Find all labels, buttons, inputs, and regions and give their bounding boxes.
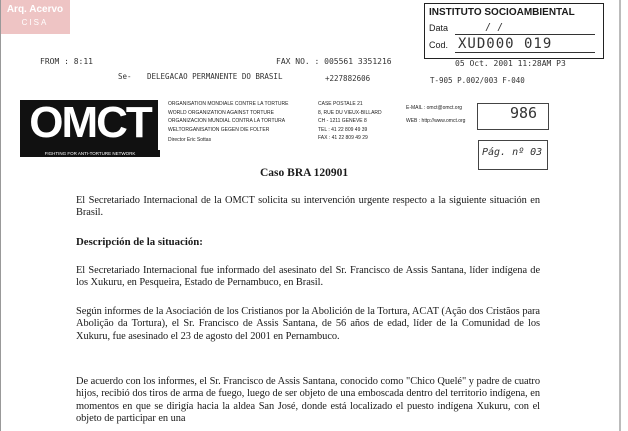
stamp-date-value: / / xyxy=(485,22,504,33)
fax-from: FROM : 8:11 xyxy=(40,57,93,66)
omct-tagline: FIGHTING FOR ANTI-TORTURE NETWORK xyxy=(20,150,160,157)
fax-transmission: T-905 P.002/003 F-040 xyxy=(430,76,525,85)
address-line: TEL : 41 22 809 49 39 xyxy=(318,126,368,133)
omct-logo: OMCT xyxy=(29,98,151,147)
section-heading: Descripción de la situación: xyxy=(76,236,203,248)
fax-edge-left xyxy=(0,0,1,431)
stamp-title: INSTITUTO SOCIOAMBIENTAL xyxy=(429,7,575,18)
intro-paragraph: El Secretariado Internacional de la OMCT solicita su intervención urgente respecto a la siguiente situación en Brasil. xyxy=(76,195,540,219)
address-line: CH - 1211 GENEVE 8 xyxy=(318,118,367,124)
stamp-date-line xyxy=(455,34,595,35)
org-name-fr: ORGANISATION MONDIALE CONTRE LA TORTURE xyxy=(168,101,289,107)
institute-stamp xyxy=(424,3,604,59)
fax-to: DELEGACAO PERMANENTE DO BRASIL xyxy=(147,72,283,81)
address-line: 8, RUE DU VIEUX-BILLARD xyxy=(318,109,382,116)
watermark-subtext: CISA xyxy=(21,18,49,27)
stamp-code-value: XUD000 019 xyxy=(458,36,553,52)
handwritten-pag: Pág. nº 03 xyxy=(482,147,543,158)
stamp-code-label: Cod. xyxy=(429,40,449,50)
org-name-de: WELTORGANISATION GEGEN DIE FOLTER xyxy=(168,126,270,133)
fax-date: 05 Oct. 2001 11:28AM P3 xyxy=(455,59,566,68)
case-title: Caso BRA 120901 xyxy=(260,167,349,179)
org-name-es: ORGANIZACION MUNDIAL CONTRA LA TORTURA xyxy=(168,118,286,124)
handwritten-page-number: 986 xyxy=(510,104,538,122)
director-name: Director Eric Sottas xyxy=(168,137,212,143)
letterhead-contacts xyxy=(406,104,465,125)
stamp-date-label: Data xyxy=(429,23,449,33)
web-text: WEB : http://www.omct.org xyxy=(406,117,466,124)
fax-edge-right xyxy=(619,0,621,431)
stamp-code-line xyxy=(455,52,595,53)
paragraph-3: De acuerdo con los informes, el Sr. Francisco de Assis Santana, conocido como "Chico Quelé" y padre de cuatro hijos, recibió dos tiros de arma de fuego, luego de ser objeto de una emboscada dentro del territorio indígena, en momentos en que se dirigía hacia la aldea San José, donde está localizado el puesto indígena Xukuru, con el objeto de participar en una xyxy=(76,376,540,424)
fax-number: FAX NO. : 005561 3351216 xyxy=(276,57,392,66)
paragraph-2: Según informes de la Asociación de los Cristianos por la Abolición de la Tortura, ACAT (Ação dos Cristãos para Abolição da Tortura), el Sr. Francisco de Assis Santana, de 56 años de edad, líder de la Comunidad de los Xukuru, fue asesinado el 23 de agosto del 2001 en Pernambuco. xyxy=(76,306,540,342)
address-line: FAX : 41 22 809 49 29 xyxy=(318,135,368,141)
email-text: E-MAIL : omct@omct.org xyxy=(406,105,463,111)
watermark-text: Arq. Acervo xyxy=(6,4,64,15)
letterhead-address xyxy=(318,100,382,143)
paragraph-1: El Secretariado Internacional fue informado del asesinato del Sr. Francisco de Assis Santana, líder indígena de los Xukuru, en Pesqueira, Estado de Pernambuco, en Brasil. xyxy=(76,265,540,289)
address-line: CASE POSTALE 21 xyxy=(318,101,363,107)
fax-to-label: Se- xyxy=(118,72,132,81)
org-name-en: WORLD ORGANIZATION AGAINST TORTURE xyxy=(168,109,274,116)
letterhead-orgs xyxy=(168,100,288,145)
fax-phone: +227882606 xyxy=(325,74,371,83)
